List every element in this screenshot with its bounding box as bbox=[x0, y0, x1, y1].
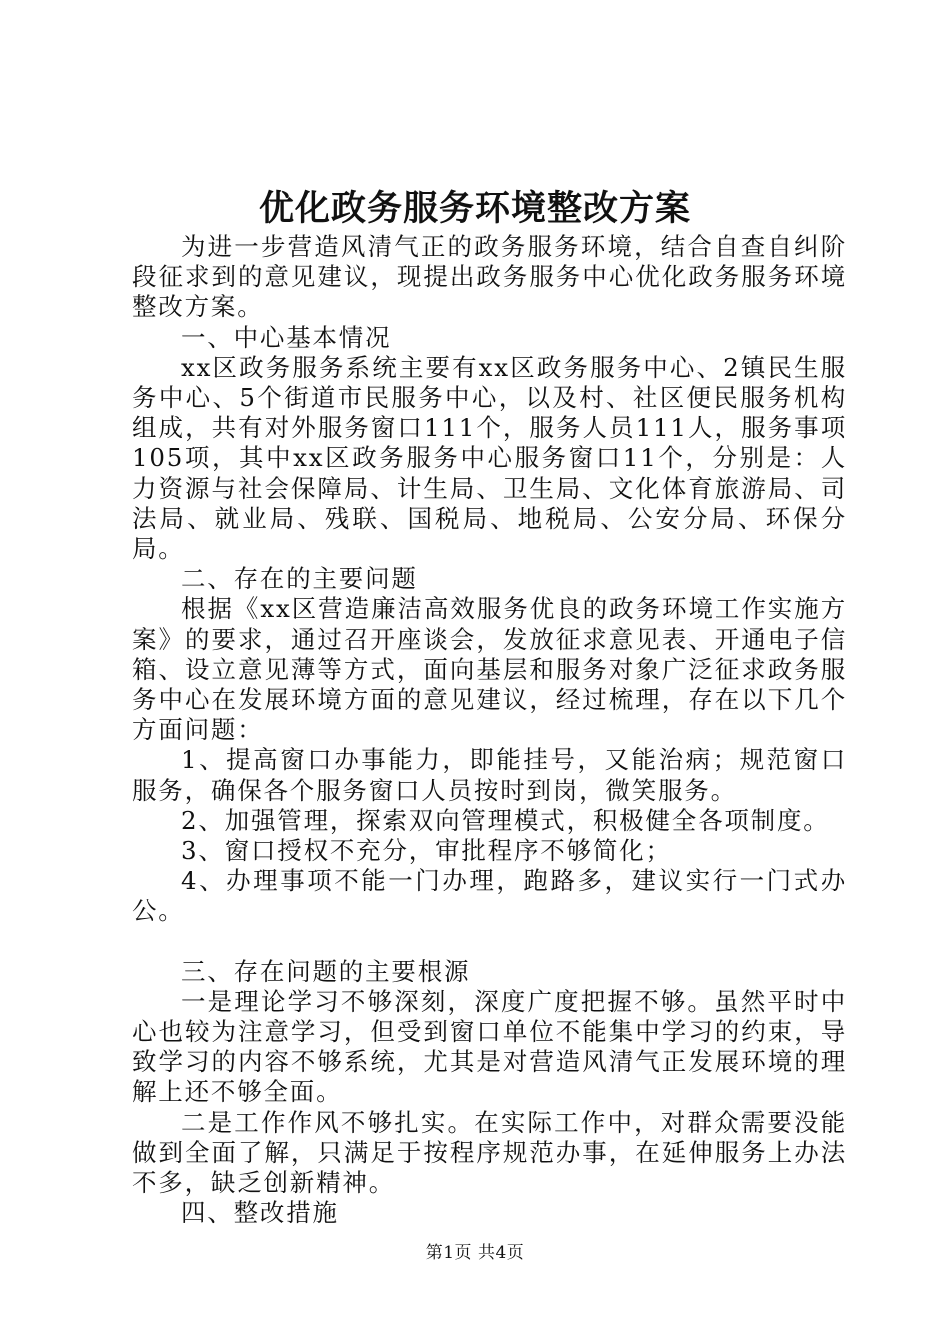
intro-paragraph: 为进一步营造风清气正的政务服务环境，结合自查自纠阶段征求到的意见建议，现提出政务服务中心优化政务服务环境整改方案。 bbox=[132, 232, 847, 322]
body-paragraph: 二是工作作风不够扎实。在实际工作中，对群众需要没能做到全面了解，只满足于按程序规范办事，在延伸服务上办法不多，缺乏创新精神。 bbox=[132, 1107, 847, 1198]
document-title: 优化政务服务环境整改方案 bbox=[258, 188, 691, 229]
section-heading-4: 四、整改措施 bbox=[181, 1198, 339, 1228]
section-heading-1: 一、中心基本情况 bbox=[181, 322, 392, 352]
section-heading-2: 二、存在的主要问题 bbox=[181, 564, 418, 594]
list-item: 4、办理事项不能一门办理，跑路多，建议实行一门式办公。 bbox=[132, 866, 847, 926]
list-item: 3、窗口授权不充分，审批程序不够简化； bbox=[181, 836, 672, 866]
section-heading-3: 三、存在问题的主要根源 bbox=[181, 956, 471, 986]
list-item: 2、加强管理，探索双向管理模式，积极健全各项制度。 bbox=[181, 805, 830, 835]
page-footer: 第1页 共4页 bbox=[425, 1243, 525, 1263]
document-body bbox=[132, 232, 847, 1229]
list-item: 1、提高窗口办事能力，即能挂号，又能治病；规范窗口服务，确保各个服务窗口人员按时到岗，微笑服务。 bbox=[132, 745, 847, 805]
body-paragraph: xx区政务服务系统主要有xx区政务服务中心、2镇民生服务中心、5个街道市民服务中心，以及村、社区便民服务机构组成，共有对外服务窗口111个，服务人员111人，服务事项105项，其中xx区政务服务中心服务窗口11个，分别是：人力资源与社会保障局、计生局、卫生局、文化体育旅游局、司法局、就业局、残联、国税局、地税局、公安分局、环保分局。 bbox=[132, 352, 847, 564]
body-paragraph: 根据《xx区营造廉洁高效服务优良的政务环境工作实施方案》的要求，通过召开座谈会，发放征求意见表、开通电子信箱、设立意见薄等方式，面向基层和服务对象广泛征求政务服务中心在发展环境方面的意见建议，经过梳理，存在以下几个方面问题： bbox=[132, 594, 847, 745]
body-paragraph: 一是理论学习不够深刻，深度广度把握不够。虽然平时中心也较为注意学习，但受到窗口单位不能集中学习的约束，导致学习的内容不够系统，尤其是对营造风清气正发展环境的理解上还不够全面。 bbox=[132, 986, 847, 1107]
